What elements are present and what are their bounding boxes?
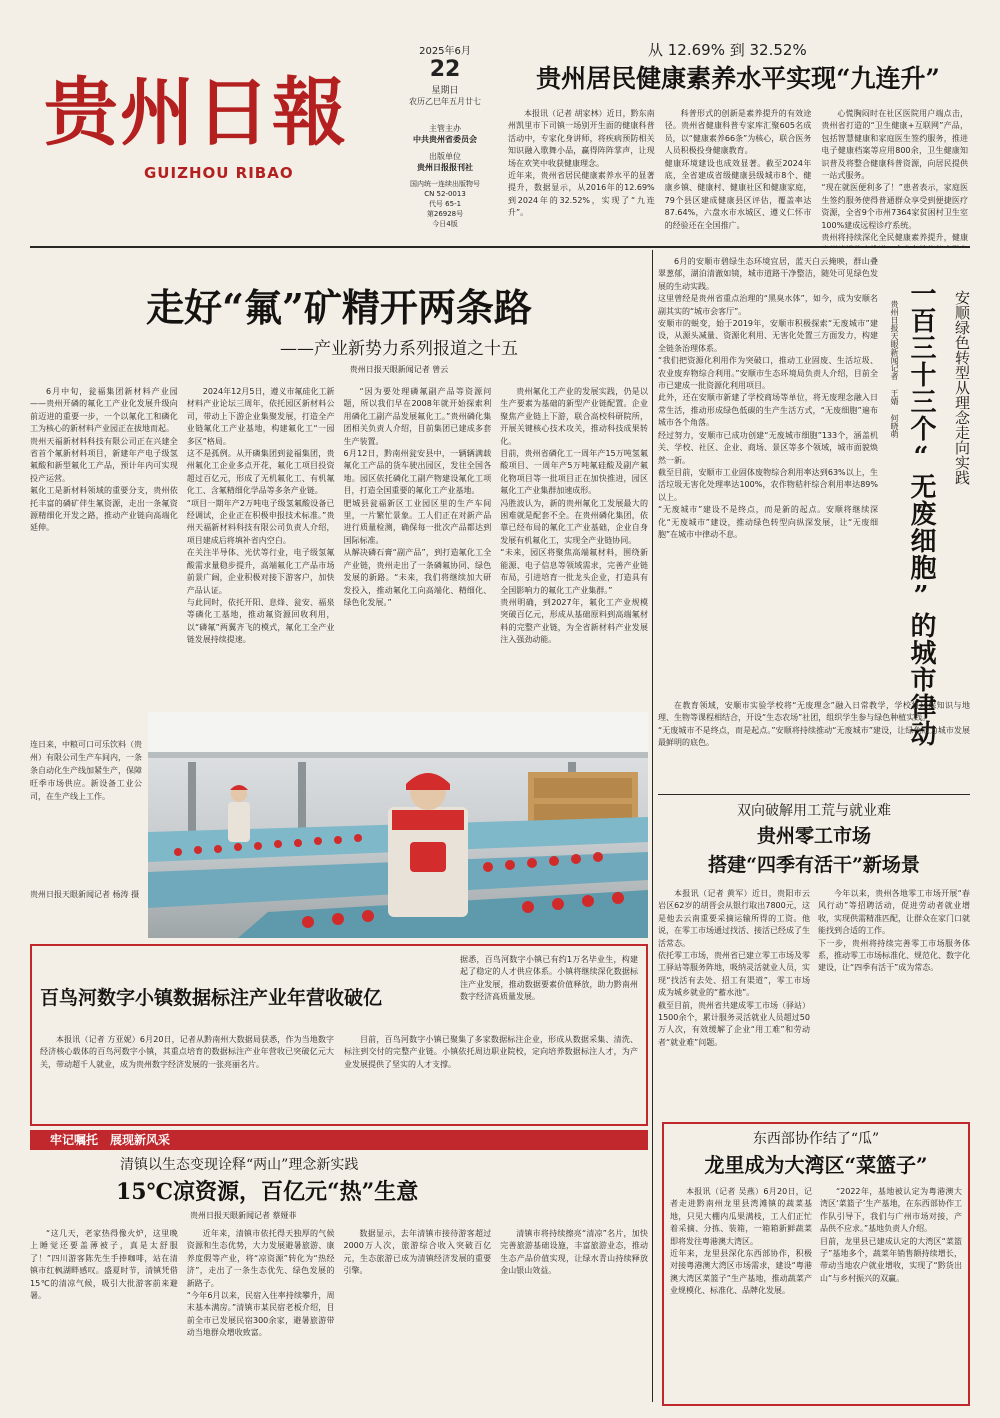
- lead-col-1: 6月中旬，瓮福集团新材料产业园——贵州开磷的氟化工产业化发展升级向前迈进的重要一步，一个以氟化工和磷化工为核心的新材料产业园正在拔地而起。 贵州天福新材料科技有限公司正在兴建全省首个氟新材料项目，新建年产电子级氢氟酸和新型氟化工产品，预计年内可实现投产运营。 氟化工是新材料领域的重要分支，贵州依托丰富的磷矿伴生氟资源，走出一条氟资源精细化开发之路，推动产业链向高端化延伸。: [30, 387, 178, 533]
- longli-columns: [670, 1186, 962, 1396]
- employment-col-1: 本报讯（记者 黄军）近日，贵阳市云岩区62岁的胡晋会从银行取出7800元，这是他去云南重要采摘运输所得的工资。他说，在零工市场通过找活、接活已经成了生活常态。 依托零工市场，贵州省已建立零工市场及零工驿站等服务阵地，吸纳灵活就业人员，实现“找活有去处、招工有渠道”，零工市场成为城乡就业的“蓄水池”。 截至目前，贵州省共建成零工市场（驿站）1500余个，累计服务灵活就业人员超过50万人次，有效缓解了企业“用工难”和劳动者“就业难”问题。: [658, 889, 810, 1047]
- top-story-col-2: 科普形式的创新是素养提升的有效途径。贵州省健康科普专家库汇聚605名成员，以“健康素养66条”为核心，联合医务人员积极投身健康教育。 健康环境建设也成效显著。截至2024年底，全省建成省级健康县级城市8个、健康乡镇、健康村、健康社区和健康家庭，79个县区建成健康县区评估，覆盖率达87.64%，六盘水市水城区、遵义仁怀市的经验还在全国推广。: [664, 109, 812, 230]
- bainiao-col-right: 据悉，百鸟河数字小镇已有约1万名毕业生，构建起了稳定的人才供应体系。小镇将继续深化数据标注产业发展，推动数据要素价值释放，助力黔南州数字经济高质量发展。: [460, 955, 638, 1002]
- date-panel: [390, 42, 500, 229]
- right-feature-byline: 贵州日报天眼新闻记者 王婧 何晓萌: [890, 300, 899, 438]
- top-story-col-3: 心慌胸闷时在社区医院用户端点击，贵州省打造的“卫生健康+互联网”产品，包括智慧健康和家庭医生签约服务，推进电子健康档案等应用800余，卫生健康知识普及将整合健康科普资源，向居民提供一站式服务。 “现在就医便利多了！”患者表示，家庭医生签约服务使得普通群众享受到便捷医疗资源，全省9个市州7364家贫困村卫生室100%建成远程诊疗系统。 贵州将持续深化全民健康素养提升，健康: [821, 109, 969, 243]
- post-code: 代号 65-1: [428, 200, 462, 208]
- publisher: 贵州日报报刊社: [417, 163, 473, 172]
- lead-byline: 贵州日报天眼新闻记者 曾云: [349, 365, 449, 374]
- top-story-columns: [508, 108, 968, 246]
- factory-photo: [148, 712, 648, 938]
- top-story-headline: 贵州居民健康素养水平实现“九连升”: [536, 64, 940, 93]
- page-count: 今日4版: [432, 220, 458, 228]
- qingzhen-columns: [30, 1228, 648, 1398]
- longli-headline: 龙里成为大湾区“菜篮子”: [704, 1153, 928, 1177]
- qingzhen-col-4: 清镇市将持续擦亮“清凉”名片，加快完善旅游基础设施，丰富旅游业态，推动生态产品价值实现，让绿水青山持续释放金山银山效益。: [500, 1229, 648, 1276]
- section-band: [30, 1130, 648, 1150]
- bainiao-story: [40, 954, 638, 1120]
- top-story-kicker: 从 12.69% 到 32.52%: [648, 41, 807, 59]
- right-feature-bottom-text: 在教育领域，安顺市实验学校将“无废理念”融入日常教学，学校将环保知识与地理、生物等课程相结合，开设“生态农场”社团，组织学生参与绿色种植实践。 “无废城市不是终点，而是起点。”安顺将持续推动“无废城市”建设，让绿色成为城市发展最鲜明的底色。: [658, 701, 970, 748]
- qingzhen-headline: 15℃凉资源，百亿元“热”生意: [116, 1179, 419, 1205]
- right-feature-kicker: 安顺绿色转型从理念走向实践: [953, 290, 971, 485]
- employment-col-2: 今年以来，贵州各地零工市场开展“春风行动”等招聘活动，促进劳动者就业增收，实现供需精准匹配，让群众在家门口就能找到合适的工作。 下一步，贵州将持续完善零工市场服务体系，推动零工市场标准化、规范化、数字化建设，让“四季有活干”成为常态。: [818, 889, 970, 973]
- code-label: 国内统一连续出版物号: [410, 180, 480, 188]
- photo-credit: 贵州日报天眼新闻记者 杨涛 摄: [30, 890, 140, 899]
- longli-col-2: “2022年，基地被认定为粤港澳大湾区‘菜篮子’生产基地，在东西部协作工作队引导下，我们与广州市场对接，产品供不应求。”基地负责人介绍。 目前，龙里县已建成认定的大湾区“菜篮子”基地多个，蔬菜年销售额持续增长，带动当地农户就业增收，实现了“黔货出山”与乡村振兴的双赢。: [820, 1187, 962, 1283]
- qingzhen-col-1: “这几天，老家热得像火炉，这里晚上睡觉还要盖薄被子，真是太舒服了！”四川游客陈先生手捧咖啡，站在清镇市红枫湖畔感叹。盛夏时节，清镇凭借15℃的清凉气候，吸引大批游客前来避暑。: [30, 1229, 178, 1301]
- qingzhen-col-3: 数据显示，去年清镇市接待游客超过2000万人次，旅游综合收入突破百亿元，生态旅游已成为清镇经济发展的重要引擎。: [343, 1229, 492, 1276]
- employment-headline-2: 搭建“四季有活干”新场景: [708, 854, 920, 876]
- rule-right-divider: [652, 250, 653, 1402]
- rule-right-mid: [658, 794, 970, 795]
- qingzhen-byline: 贵州日报天眼新闻记者 蔡娅菲: [190, 1211, 297, 1220]
- factory-photo-image: [148, 712, 648, 938]
- longli-kicker: 东西部协作结了“瓜”: [752, 1131, 880, 1147]
- lead-story: [30, 250, 648, 702]
- sponsor: 中共贵州省委员会: [413, 135, 477, 144]
- photo-caption: [30, 738, 142, 918]
- employment-headline-1: 贵州零工市场: [756, 825, 871, 847]
- employment-columns: [658, 888, 970, 1110]
- top-story-col-1: 本报讯（记者 胡家林）近日，黔东南州凯里市下司镇一场别开生面的健康科普活动中，专家化身讲师，将疾病预防相关知识融入歌舞小品，赢得阵阵掌声，让现场在欢笑中收获健康理念。 近年来，贵州省居民健康素养水平的显著提升，数据显示，从2016年的12.69%到2024年的32.52%，实现了“九连升”。: [508, 109, 655, 218]
- sponsor-label: 主管主办: [429, 124, 461, 133]
- issue-number: 第26928号: [426, 210, 464, 218]
- masthead-pinyin: GUIZHOU RIBAO: [144, 164, 294, 182]
- lead-columns: [30, 386, 648, 711]
- publisher-label: 出版单位: [429, 152, 461, 161]
- date-year-month: 2025年6月: [419, 46, 471, 57]
- right-feature-vertical: [882, 280, 972, 747]
- employment-story: [658, 800, 970, 1118]
- date-day: 22: [429, 57, 461, 82]
- photo-caption-text: 连日来，中粮可口可乐饮料（贵州）有限公司生产车间内，一条条自动化生产线加紧生产，保障旺季市场供应。新设备工业公司，在生产线上工作。: [30, 740, 142, 801]
- lead-subhead: ——产业新势力系列报道之十五: [280, 339, 518, 359]
- longli-story: [670, 1128, 962, 1400]
- lead-col-4: 贵州氟化工产业的发展实践，仍是以生产要素为基础的新型产业链配置。企业聚焦产业链上下游，联合高校科研院所，开展关键核心技术攻关，推动科技成果转化。 目前，贵州省磷化工一周年产15万吨氢氟酸项目、一周年产5万吨氟硅酸及副产氟化物项目等一批项目正在加快推进，园区氟化工产业集群加速成形。 冯胜波认为，新的贵州氟化工发展最大的困难就是配套不全。在贵州磷化集团，依靠已经布局的氟化工产业基础，企业自身发展有机氟化工，实现全产业链协同。 “未来，园区将聚焦高端氟材料，围绕新能源、电子信息等领域需求，完善产业链布局，引进培育一批龙头企业，打造具有全国影响力的氟化工产业集群。” 贵州明确，到2027年，氟化工产业规模突破百亿元，形成从基础原料到高端氟材料的完整产业链，为全省新材料产业发展注入强劲动能。: [500, 387, 648, 645]
- lead-headline: 走好“氟”矿精开两条路: [146, 285, 532, 330]
- bainiao-col-2: 目前，百鸟河数字小镇已聚集了多家数据标注企业，形成从数据采集、清洗、标注到交付的完整产业链。小镇依托周边职业院校，定向培养数据标注人才，为产业发展提供了坚实的人才支撑。: [344, 1035, 638, 1069]
- bainiao-headline: 百鸟河数字小镇数据标注产业年营收破亿: [40, 987, 383, 1009]
- top-story: [508, 40, 968, 245]
- longli-col-1: 本报讯（记者 吴燕）6月20日，记者走进黔南州龙里县湾滩镇的蔬菜基地，只见大棚内瓜果满枝，工人们正忙着采摘、分拣、装箱，一箱箱新鲜蔬菜即将发往粤港澳大湾区。 近年来，龙里县深化东西部协作，积极对接粤港澳大湾区市场需求，建设“粤港澳大湾区菜篮子”生产基地，推动蔬菜产业规模化、标准化、品牌化发展。: [670, 1187, 812, 1296]
- masthead: [44, 30, 374, 230]
- bainiao-columns: [40, 1034, 638, 1118]
- qingzhen-story: [30, 1154, 648, 1404]
- qingzhen-col-2: 近年来，清镇市依托得天独厚的气候资源和生态优势，大力发展避暑旅游、康养度假等产业，将“凉资源”转化为“热经济”，走出了一条生态优先、绿色发展的新路子。 “今年6月以来，民宿入住率持续攀升，周末基本满房。”清镇市某民宿老板介绍，目前全市已发展民宿300余家，避暑旅游带动当地群众增收致富。: [186, 1229, 335, 1338]
- bainiao-col-1: 本报讯（记者 方亚妮）6月20日，记者从黔南州大数据局获悉，作为当地数字经济核心载体的百鸟河数字小镇，其重点培育的数据标注产业年营收已突破亿元大关，带动超千人就业，成为贵州数字经济发展的一张亮丽名片。: [40, 1035, 334, 1069]
- date-lunar: 农历乙巳年五月廿七: [409, 97, 481, 106]
- right-feature-bottom: [658, 700, 970, 788]
- qingzhen-kicker: 清镇以生态变现诠释“两山”理念新实践: [120, 1157, 359, 1173]
- lead-col-2: 2024年12月5日，遵义市氟硅化工新材料产业论坛三周年，依托园区新材料公司，带动上下游企业集聚发展，打造全产业链氟化工产业基地，构建氟化工“一园多区”格局。 这不是孤例。从开磷集团到瓮福集团，贵州氟化工企业多点开花，氟化工项目投资超过百亿元，形成了无机氟化工、有机氟化工、含氟精细化学品等多条产业链。 “项目一期年产2万吨电子级氢氟酸设备已经调试，企业正在积极申报技术标准。”贵州天福新材料科技有限公司负责人介绍，项目建成后将填补省内空白。 在关注半导体、光伏等行业，电子级氢氟酸需求量稳步提升，高端氟化工产品市场前景广阔，企业积极对接下游客户，加快产品认证。 与此同时，依托开阳、息烽、瓮安、福泉等磷化工基地，推动氟资源回收利用，以“磷氟”两翼齐飞的模式，氟化工全产业链发展持续提速。: [186, 387, 335, 645]
- employment-kicker: 双向破解用工荒与就业难: [737, 803, 891, 819]
- masthead-title: 贵州日報: [44, 70, 348, 156]
- section-band-label: 牢记嘱托 展现新风采: [50, 1133, 171, 1147]
- cn-number: CN 52-0013: [424, 190, 466, 198]
- date-weekday: 星期日: [431, 86, 459, 96]
- right-feature-headline: 一百三十三个“无废细胞”的城市律动: [906, 280, 936, 747]
- right-feature-text: [658, 256, 878, 698]
- right-feature-col-1: 6月的安顺市碧绿生态环境宜居，蓝天白云掩映，群山叠翠葱郁，湖泊清澈如镜，城市道路干净整洁，随处可见绿色发展的生动实践。 这里曾经是贵州省重点治理的“黑臭水体”，如今，成为安顺名副其实的“城市会客厅”。 安顺市的蜕变，始于2019年，安顺市积极探索“无废城市”建设，从源头减量、资源化利用、无害化处置三方面发力，构建全链条治理体系。 “我们把资源化利用作为突破口，推动工业固废、生活垃圾、农业废弃物综合利用。”安顺市生态环境局负责人介绍，目前全市已建成一批资源化利用项目。 此外，还在安顺市新建了学校商场等单位，将无废理念融入日常生活，推动形成绿色低碳的生产生活方式，“无废细胞”遍布城市各个角落。 经过努力，安顺市已成功创建“无废城市细胞”133个，涵盖机关、学校、社区、企业、商场、景区等多个领域，城市面貌焕然一新。 截至目前，安顺市工业固体废物综合利用率达到63%以上，生活垃圾无害化处理率达100%，农作物秸秆综合利用率达89%以上。 “无废城市”建设不是终点，而是新的起点。安顺将继续深化“无废城市”建设，推动绿色转型向纵深发展，让“无废细胞”在城市中律动不息。: [658, 257, 878, 539]
- rule-top: [30, 246, 970, 248]
- lead-col-3: “因为要处理磷氟副产品等资源问题，所以我们早在2008年就开始探索利用磷化工副产品发展氟化工。”贵州磷化集团相关负责人介绍，目前集团已建成多套生产装置。 6月12日，黔南州瓮安县中，一辆辆满载氟化工产品的货车驶出园区，发往全国各地。园区依托磷化工副产物建设氟化工项目，打造全国重要的氟化工产业基地。 肥城县瓮福新区工业园区里的生产车间里，一片繁忙景象。工人们正在对新产品进行质量检测，确保每一批次产品都达到国际标准。 从解决磷石膏“副产品”，到打造氟化工全产业链，贵州走出了一条磷氟协同、绿色发展的新路。“未来，我们将继续加大研发投入，推动氟化工向高端化、精细化、绿色化发展。”: [343, 387, 492, 607]
